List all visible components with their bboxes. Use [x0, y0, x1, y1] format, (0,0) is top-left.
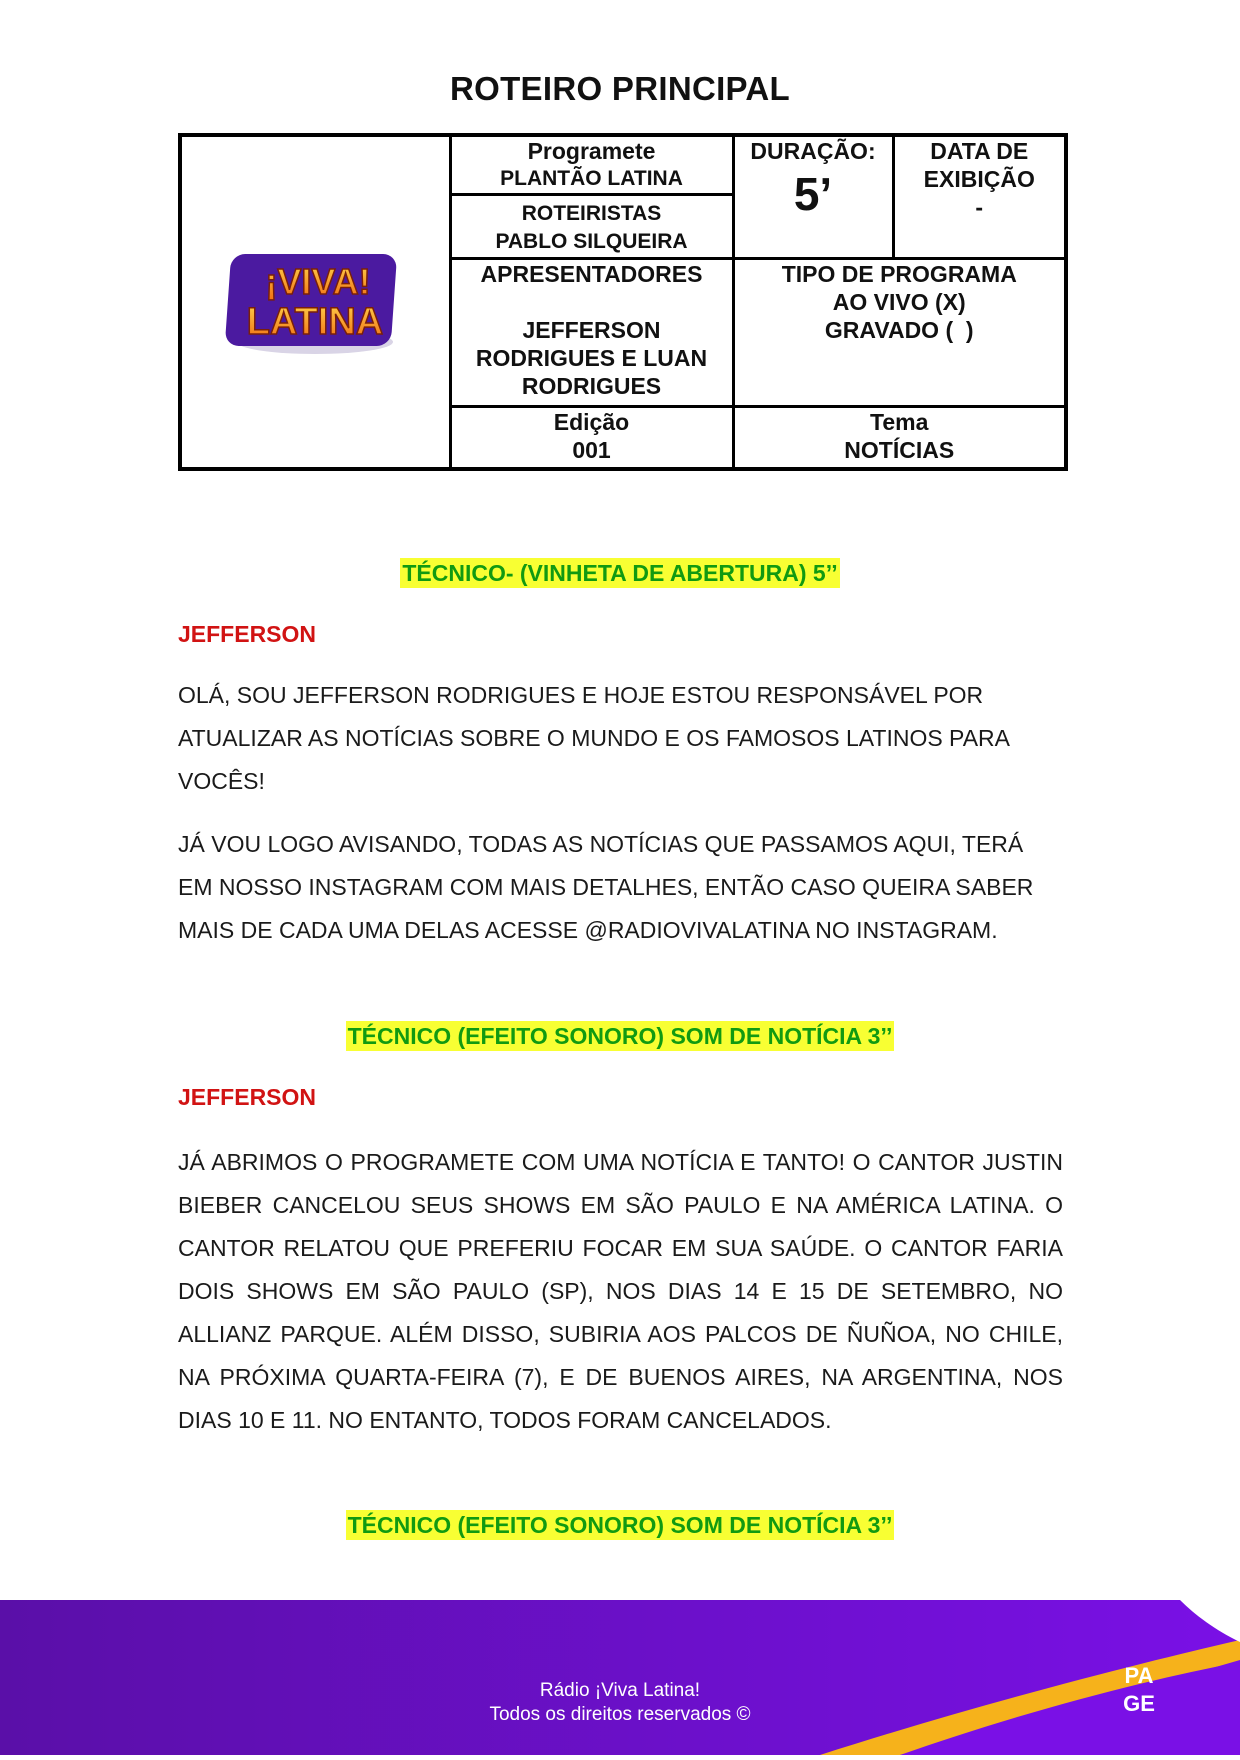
apresentadores-label: APRESENTADORES [480, 261, 703, 288]
script-paragraph: JÁ ABRIMOS O PROGRAMETE COM UMA NOTÍCIA E TANTO! O CANTOR JUSTIN BIEBER CANCELOU SEUS SHOWS EM SÃO PAULO E NA AMÉRICA LATINA. O CANTOR RELATOU QUE PREFERIU FOCAR EM SUA SAÚDE. O CANTOR FARIA DOIS SHOWS EM SÃO PAULO (SP), NOS DIAS 14 E 15 DE SETEMBRO, NO ALLIANZ PARQUE. ALÉM DISSO, SUBIRIA AOS PALCOS DE ÑUÑOA, NO CHILE, NA PRÓXIMA QUARTA-FEIRA (7), E DE BUENOS AIRES, NA ARGENTINA, NOS DIAS 10 E 11. NO ENTANTO, TODOS FORAM CANCELADOS. [178, 1149, 1063, 1433]
edicao-cell [450, 407, 733, 469]
tech-cue-sound [0, 1512, 1240, 1539]
page-marker-bottom: GE [1123, 1691, 1155, 1716]
logo-line-2: LATINA [247, 301, 384, 343]
roteiristas-value: PABLO SILQUEIRA [495, 230, 688, 254]
footer-brand: Rádio ¡Viva Latina! [539, 1680, 701, 1701]
duracao-value: 5’ [793, 168, 833, 220]
roteiristas-cell [450, 195, 733, 259]
logo-cell [180, 135, 450, 469]
viva-latina-logo [220, 242, 410, 362]
tema-label: Tema [870, 409, 929, 436]
tipo-ao-vivo: AO VIVO (X) [832, 289, 966, 316]
tech-cue-sound-text: TÉCNICO (EFEITO SONORO) SOM DE NOTÍCIA 3’’ [347, 1512, 893, 1538]
tema-value: NOTÍCIAS [844, 437, 955, 464]
speaker-label: JEFFERSON [178, 621, 317, 647]
edicao-value: 001 [572, 437, 611, 464]
script-paragraph: OLÁ, SOU JEFFERSON RODRIGUES E HOJE ESTOU RESPONSÁVEL POR ATUALIZAR AS NOTÍCIAS SOBRE O MUNDO E OS FAMOSOS LATINOS PARA VOCÊS! [178, 682, 1009, 794]
tech-cue-opening-text: TÉCNICO- (VINHETA DE ABERTURA) 5’’ [402, 560, 838, 586]
edicao-label: Edição [553, 409, 630, 436]
data-exibicao-label: DATA DE EXIBIÇÃO [923, 138, 1035, 192]
page-footer [0, 1600, 1240, 1755]
tipo-programa-label: TIPO DE PROGRAMA [781, 261, 1017, 288]
page-title: ROTEIRO PRINCIPAL [450, 70, 790, 107]
programete-cell [450, 135, 733, 195]
page-marker-top: PA [1124, 1663, 1154, 1688]
tema-cell [733, 407, 1066, 469]
apresentadores-value: JEFFERSON RODRIGUES E LUAN RODRIGUES [475, 317, 708, 400]
tipo-programa-cell [733, 259, 1066, 407]
script-paragraph: JÁ VOU LOGO AVISANDO, TODAS AS NOTÍCIAS QUE PASSAMOS AQUI, TERÁ EM NOSSO INSTAGRAM COM MAIS DETALHES, ENTÃO CASO QUEIRA SABER MAIS DE CADA UMA DELAS ACESSE @RADIOVIVALATINA NO INSTAGRAM. [178, 831, 1034, 943]
duracao-label: DURAÇÃO: [750, 138, 876, 164]
footer-copyright: Todos os direitos reservados © [489, 1704, 751, 1725]
program-info-table [178, 133, 1068, 471]
programete-label: Programete [527, 138, 656, 164]
tech-cue-opening [0, 560, 1240, 587]
apresentadores-cell [450, 259, 733, 407]
data-exibicao-cell [893, 135, 1066, 259]
duracao-cell [733, 135, 893, 259]
programete-value: PLANTÃO LATINA [500, 167, 683, 190]
tech-cue-sound-text: TÉCNICO (EFEITO SONORO) SOM DE NOTÍCIA 3’’ [347, 1023, 893, 1049]
logo-line-1: ¡VIVA! [265, 261, 371, 302]
roteiristas-label: ROTEIRISTAS [521, 202, 662, 226]
speaker-label: JEFFERSON [178, 1084, 317, 1110]
tech-cue-sound [0, 1023, 1240, 1050]
tipo-gravado: GRAVADO ( ) [824, 317, 974, 344]
page-marker [1114, 1662, 1164, 1718]
data-exibicao-value: - [975, 194, 984, 220]
